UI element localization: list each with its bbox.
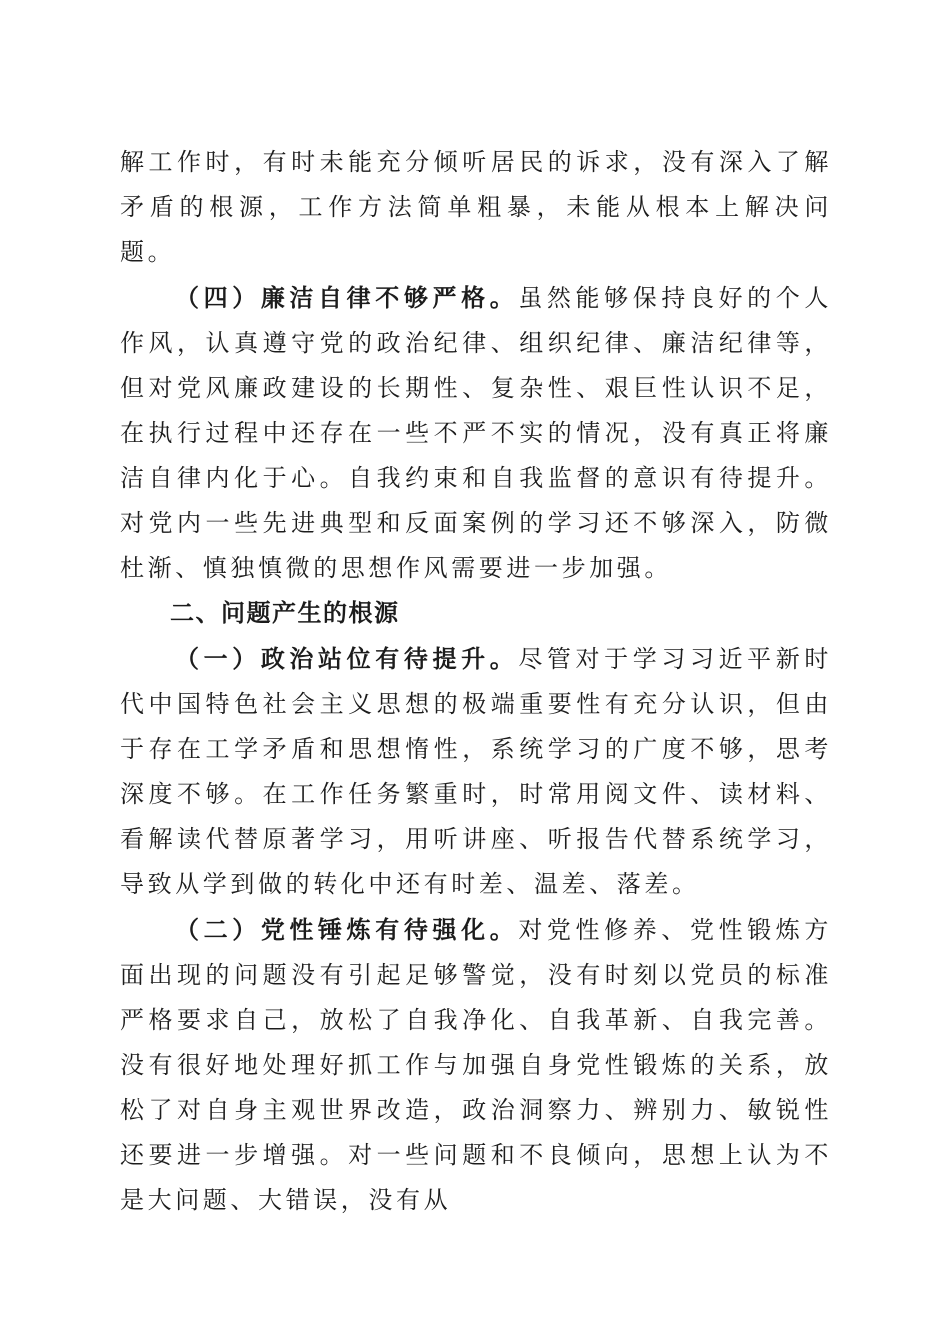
paragraph-lead: （二）党性锤炼有待强化。 [175, 915, 519, 944]
paragraph-continuation [120, 140, 832, 275]
paragraph-integrity [120, 275, 832, 591]
section-heading: 二、问题产生的根源 [170, 599, 400, 627]
paragraph-text: 尽管对于学习习近平新时代中国特色社会主义思想的极端重要性有充分认识，但由于存在工学矛盾和思想惰性，系统学习的广度不够，思考深度不够。在工作任务繁重时，时常用阅文件、读材料、看解读代替原著学习，用听讲座、听报告代替系统学习，导致从学到做的转化中还有时差、温差、落差。 [120, 645, 832, 898]
document-body [120, 140, 832, 1223]
paragraph-text: 对党性修养、党性锻炼方面出现的问题没有引起足够警觉，没有时刻以党员的标准严格要求自己，放松了自我净化、自我革新、自我完善。没有很好地处理好抓工作与加强自身党性锻炼的关系，放松了对自身主观世界改造，政治洞察力、辨别力、敏锐性还要进一步增强。对一些问题和不良倾向，思想上认为不是大问题、大错误，没有从 [120, 916, 832, 1214]
paragraph-political-stance [120, 636, 832, 907]
paragraph-party-spirit [120, 907, 832, 1223]
paragraph-lead: （四）廉洁自律不够严格。 [175, 283, 519, 312]
paragraph-text: 虽然能够保持良好的个人作风，认真遵守党的政治纪律、组织纪律、廉洁纪律等，但对党风廉政建设的长期性、复杂性、艰巨性认识不足，在执行过程中还存在一些不严不实的情况，没有真正将廉洁自律内化于心。自我约束和自我监督的意识有待提升。对党内一些先进典型和反面案例的学习还不够深入，防微杜渐、慎独慎微的思想作风需要进一步加强。 [120, 284, 832, 582]
paragraph-lead: （一）政治站位有待提升。 [175, 644, 519, 673]
paragraph-text: 解工作时，有时未能充分倾听居民的诉求，没有深入了解矛盾的根源，工作方法简单粗暴，未能从根本上解决问题。 [120, 148, 832, 266]
